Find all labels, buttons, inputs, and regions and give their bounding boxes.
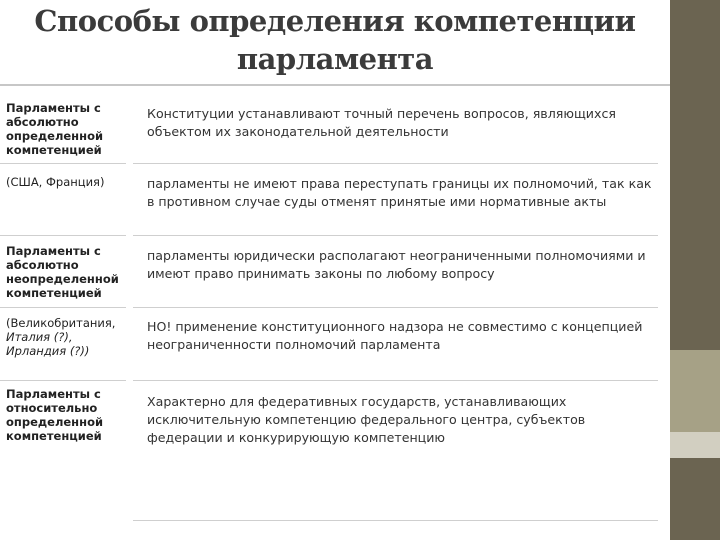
row-separator <box>0 307 126 308</box>
sidebar-accent-block <box>670 350 720 432</box>
row-3-description: парламенты юридически располагают неограниченными полномочиями и имеют право принимать законы по любому вопросу <box>147 248 646 281</box>
row-4-examples <box>6 316 130 358</box>
row-separator <box>0 380 126 381</box>
row-separator <box>133 307 658 308</box>
row-separator <box>0 163 126 164</box>
title-line-2: парламента <box>236 42 434 76</box>
row-5-category: Парламенты с относительно определенной компетенцией <box>6 387 104 443</box>
row-4-examples-line-3: Ирландия (?)) <box>6 344 90 358</box>
row-2-examples: (США, Франция) <box>6 175 105 189</box>
title-divider <box>0 84 670 86</box>
row-separator <box>133 235 658 236</box>
row-5-description: Характерно для федеративных государств, устанавливающих исключительную компетенцию федерального центра, субъектов федерации и конкурирующую компетенцию <box>147 394 586 445</box>
row-3-category: Парламенты с абсолютно неопределенной компетенцией <box>6 244 119 300</box>
row-4-examples-line-2: Италия (?), <box>6 330 73 344</box>
row-4-description: НО! применение конституционного надзора не совместимо с концепцией неограниченности полномочий парламента <box>147 319 643 352</box>
table-bottom-border <box>133 520 658 521</box>
row-2-description: парламенты не имеют права переступать границы их полномочий, так как в противном случае суды отменят принятые ими нормативные акты <box>147 176 652 209</box>
row-separator <box>133 163 658 164</box>
title-line-1: Способы определения компетенции <box>34 4 636 38</box>
row-1-description: Конституции устанавливают точный перечень вопросов, являющихся объектом их законодательной деятельности <box>147 106 616 139</box>
row-separator <box>133 380 658 381</box>
row-1-category: Парламенты с абсолютно определенной компетенцией <box>6 101 104 157</box>
sidebar-accent-block-light <box>670 432 720 458</box>
row-separator <box>0 235 126 236</box>
row-4-examples-line-1: (Великобритания, <box>6 316 116 330</box>
decorative-sidebar <box>670 0 720 540</box>
page-title <box>0 2 670 78</box>
